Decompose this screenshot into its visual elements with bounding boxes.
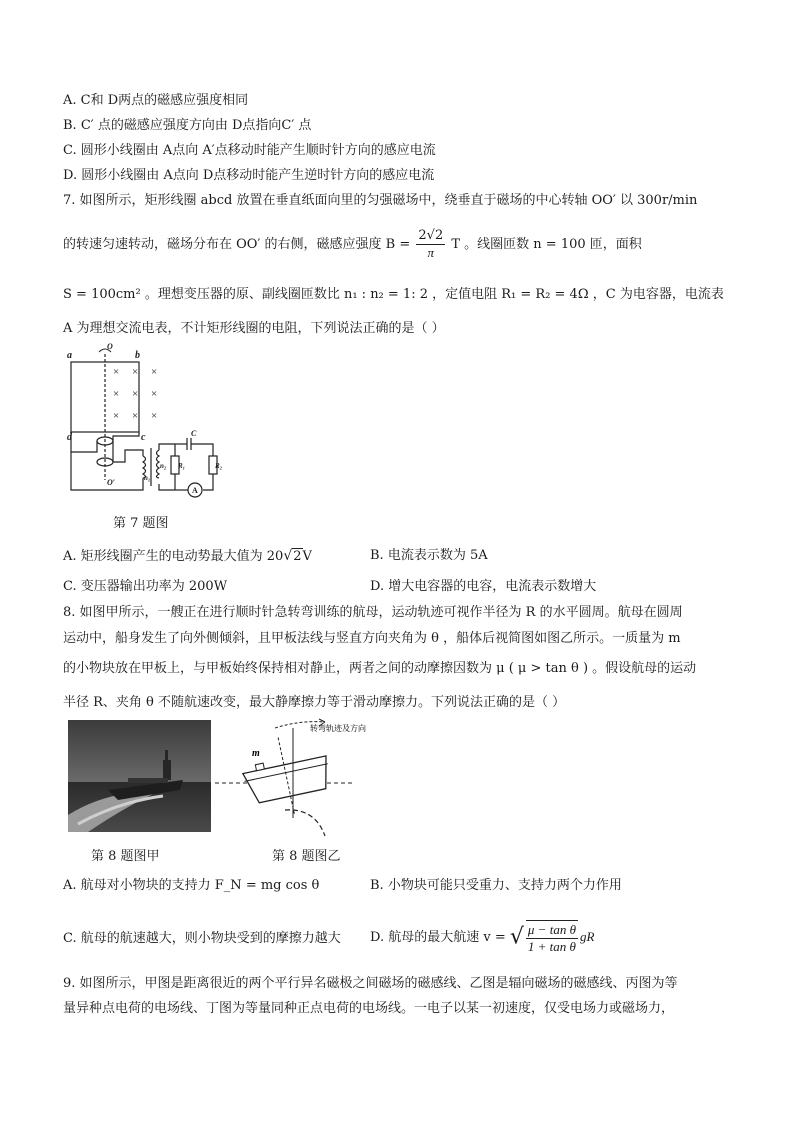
q7-label-d: d xyxy=(67,432,72,443)
q7-figure-caption: 第 7 题图 xyxy=(113,516,169,531)
b-fraction-den: π xyxy=(427,245,435,260)
q7-label-a: a xyxy=(67,350,72,361)
q6-option-c: C. 圆形小线圈由 A点向 A′点移动时能产生顺时针方向的感应电流 xyxy=(63,143,436,158)
q7-option-a-root: 2 xyxy=(293,549,302,564)
q8-option-d: D. 航母的最大航速 v = √ $\frac{\text{μ − tan θ}}{\text{1 + tan θ}}$ gR xyxy=(370,922,595,954)
q8-option-d-den: 1 + tan θ xyxy=(527,939,576,954)
q8-option-d-post: gR xyxy=(579,929,595,944)
q7-label-n1: n₁ xyxy=(144,474,151,482)
q6-option-d: D. 圆形小线圈由 A点向 D点移动时能产生逆时针方向的感应电流 xyxy=(63,168,435,183)
q7-stem-line2 xyxy=(63,228,642,262)
q8-stem-line2: 运动中，船身发生了向外侧倾斜，且甲板法线与竖直方向夹角为 θ ，船体后视简图如图乙所示。一质量为 m xyxy=(63,631,681,646)
q8-stem-line4: 半径 R、夹角 θ 不随航速改变，最大静摩擦力等于滑动摩擦力。下列说法正确的是（ ） xyxy=(63,695,566,710)
q7-label-c: c xyxy=(141,432,146,443)
q7-option-c: C. 变压器输出功率为 200W xyxy=(63,579,228,594)
magnetic-field-crosses xyxy=(113,366,157,422)
q8-figure-b-caption: 第 8 题图乙 xyxy=(272,849,341,864)
q8-label-m: m xyxy=(252,748,260,759)
q8-option-d-pre: D. 航母的最大航速 v = xyxy=(370,930,506,945)
svg-text:×: × xyxy=(132,366,139,378)
b-fraction-num: 2√2 xyxy=(418,228,444,243)
q8-option-d-fraction xyxy=(526,920,578,955)
q8-hull-diagram xyxy=(215,718,390,838)
q7-option-d: D. 增大电容器的电容，电流表示数增大 xyxy=(370,579,597,594)
q8-option-d-num: μ − tan θ xyxy=(527,922,576,937)
q7-label-o: O xyxy=(107,342,113,351)
q6-option-b: B. C′ 点的磁感应强度方向由 D点指向C′ 点 xyxy=(63,118,312,133)
q9-stem-line2: 量异种点电荷的电场线、丁图为等量同种正点电荷的电场线。一电子以某一初速度，仅受电场力或磁场力， xyxy=(63,1001,675,1016)
q7-stem-line1: 7. 如图所示，矩形线圈 abcd 放置在垂直纸面向里的匀强磁场中，绕垂直于磁场的中心转轴 OO′ 以 300r/min xyxy=(63,193,698,208)
q7-label-r2: R₂ xyxy=(215,462,223,470)
q8-stem-line1: 8. 如图甲所示，一艘正在进行顺时针急转弯训练的航母，运动轨迹可视作半径为 R 的水平圆周。航母在圆周 xyxy=(63,605,683,620)
q8-figure-a-caption: 第 8 题图甲 xyxy=(91,849,160,864)
q8-stem-line3: 的小物块放在甲板上，与甲板始终保持相对静止，两者之间的动摩擦因数为 μ ( μ > tan θ ) 。假设航母的运动 xyxy=(63,661,697,676)
q8-option-b: B. 小物块可能只受重力、支持力两个力作用 xyxy=(370,878,622,893)
svg-text:×: × xyxy=(151,366,158,378)
svg-text:×: × xyxy=(132,410,139,422)
q8-option-c: C. 航母的航速越大，则小物块受到的摩擦力越大 xyxy=(63,931,341,946)
q7-option-a: A. 矩形线圈产生的电动势最大值为 20√2V xyxy=(63,548,312,564)
svg-text:×: × xyxy=(113,388,120,400)
svg-text:×: × xyxy=(151,388,158,400)
b-fraction xyxy=(416,228,445,261)
q7-stem-line2-pre: 的转速匀速转动，磁场分布在 OO′ 的右侧，磁感应强度 B = xyxy=(63,237,411,252)
q8-option-a: A. 航母对小物块的支持力 F_N = mg cos θ xyxy=(63,878,320,893)
svg-text:×: × xyxy=(132,388,139,400)
q7-option-a-text: A. 矩形线圈产生的电动势最大值为 20 xyxy=(63,549,284,564)
q7-label-r1: R₁ xyxy=(178,462,186,470)
q7-label-capacitor: C xyxy=(191,429,197,438)
q7-option-b: B. 电流表示数为 5A xyxy=(370,548,488,563)
svg-text:×: × xyxy=(151,410,158,422)
q8-label-direction: 转弯轨迹及方向 xyxy=(310,724,366,733)
q7-label-ammeter: A xyxy=(192,486,198,495)
q9-stem-line1: 9. 如图所示，甲图是距离很近的两个平行异名磁极之间磁场的磁感线、乙图是辐向磁场的磁感线、丙图为等 xyxy=(63,976,678,991)
q7-stem-line3: S = 100cm² 。理想变压器的原、副线圈匝数比 n₁ : n₂ = 1: 2 ，定值电阻 R₁ = R₂ = 4Ω ，C 为电容器，电流表 xyxy=(63,287,724,302)
q7-figure xyxy=(63,340,223,505)
q7-label-b: b xyxy=(135,350,140,361)
q7-label-o-prime: O′ xyxy=(107,478,116,487)
q7-stem-line4: A 为理想交流电表，不计矩形线圈的电阻，下列说法正确的是（ ） xyxy=(63,321,445,336)
q8-photo-carrier xyxy=(68,720,211,832)
q7-label-n2: n₂ xyxy=(160,462,167,470)
svg-text:×: × xyxy=(113,366,120,378)
q6-option-a: A. C和 D两点的磁感应强度相同 xyxy=(63,93,249,108)
q7-stem-line2-post: T 。线圈匝数 n = 100 匝，面积 xyxy=(451,237,642,252)
svg-text:×: × xyxy=(113,410,120,422)
q7-option-a-unit: V xyxy=(302,549,312,564)
